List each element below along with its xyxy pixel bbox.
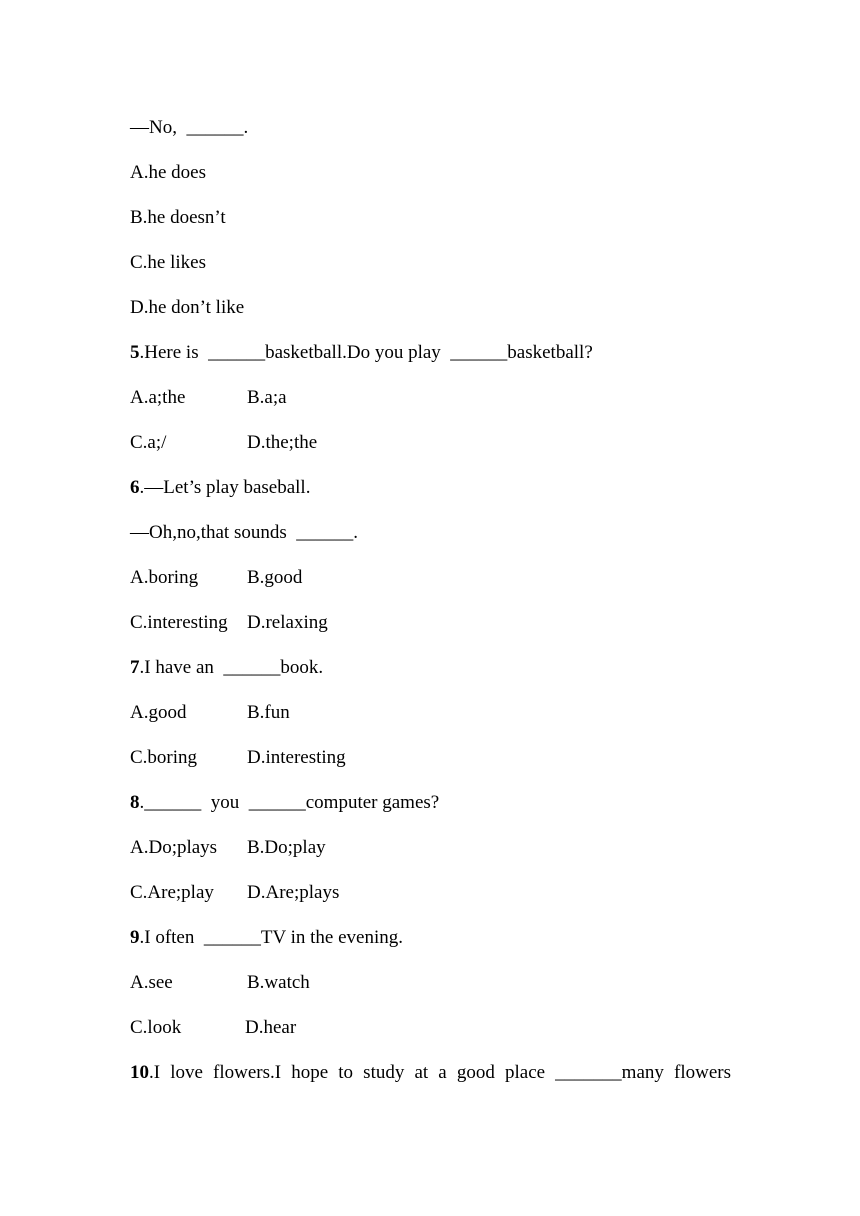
option-d: D.the;the [247,432,318,453]
question-8 [130,791,439,815]
question-10 [130,1061,731,1085]
question-text: .—Let’s play baseball. [139,477,311,498]
option-a: A.Do;plays [130,837,218,858]
question-6-reply: —Oh,no,that sounds ______. [130,522,358,543]
question-6 [130,476,310,500]
option-c: C.Are;play [130,882,214,903]
question-text: .I often ______TV in the evening. [139,927,403,948]
option-d: D.relaxing [247,612,328,633]
question-text: .I love flowers.I hope to study at a good place _______many flowers [149,1062,731,1083]
question-number: 9 [130,927,140,948]
option-c: C.he likes [130,252,206,273]
line-no-answer: —No, ______. [130,117,249,138]
option-c: C.a;/ [130,432,167,453]
question-number: 5 [130,342,140,363]
option-b: B.fun [247,702,290,723]
option-d: D.he don’t like [130,297,245,318]
option-d: D.Are;plays [247,882,340,903]
question-text: .I have an ______book. [139,657,324,678]
question-7 [130,656,323,680]
option-a: A.see [130,972,173,993]
option-b: B.watch [247,972,310,993]
option-a: A.boring [130,567,199,588]
option-a: A.he does [130,162,206,183]
option-b: B.a;a [247,387,287,408]
question-9 [130,926,403,950]
option-b: B.Do;play [247,837,326,858]
question-number: 10 [130,1062,149,1083]
question-text: .Here is ______basketball.Do you play ______basketball? [139,342,593,363]
option-a: A.a;the [130,387,186,408]
question-number: 7 [130,657,140,678]
question-5 [130,341,593,365]
question-number: 6 [130,477,140,498]
option-d: D.hear [245,1017,297,1038]
option-b: B.he doesn’t [130,207,226,228]
question-text: .______ you ______computer games? [139,792,440,813]
option-row [130,386,185,410]
question-number: 8 [130,792,140,813]
option-c: C.look [130,1017,182,1038]
option-d: D.interesting [247,747,346,768]
option-c: C.interesting [130,612,228,633]
option-row [130,431,166,455]
option-c: C.boring [130,747,198,768]
option-a: A.good [130,702,187,723]
option-b: B.good [247,567,303,588]
